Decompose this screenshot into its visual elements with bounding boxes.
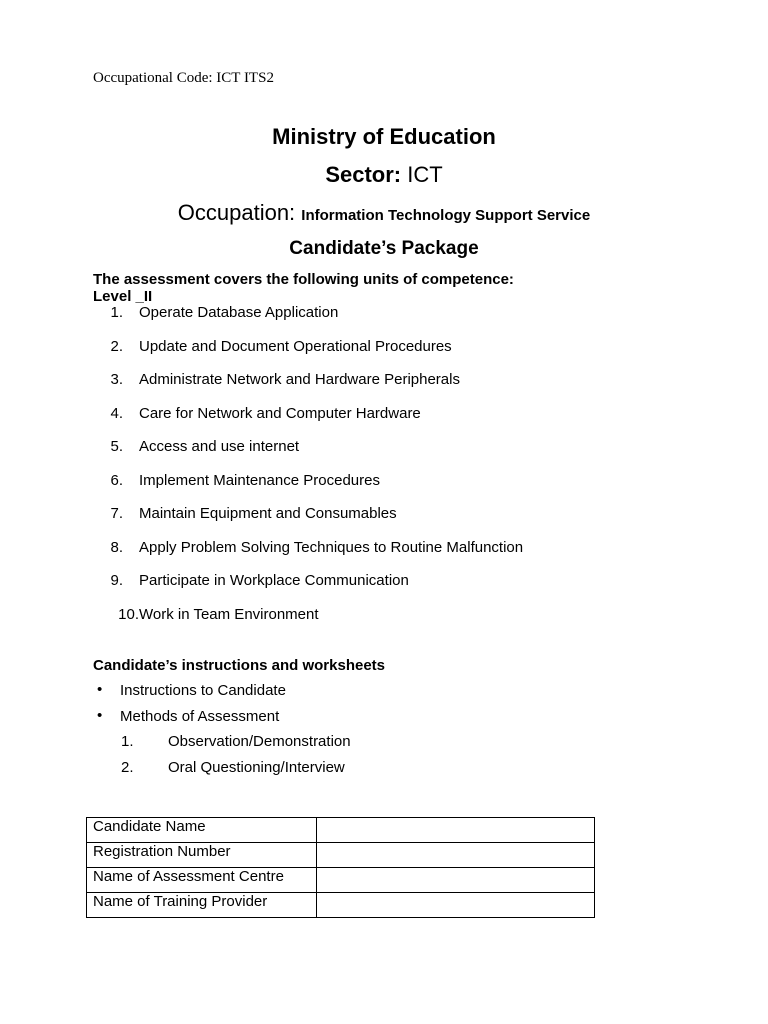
sector-label: Sector:	[325, 162, 402, 187]
units-heading-block	[93, 271, 514, 305]
table-row	[87, 893, 595, 918]
list-text: Operate Database Application	[139, 304, 339, 321]
list-text: Administrate Network and Hardware Peripherals	[139, 371, 460, 388]
list-number: 1.	[121, 733, 134, 750]
candidate-info-table	[86, 817, 595, 918]
registration-number-field[interactable]	[317, 843, 595, 868]
table-row	[87, 843, 595, 868]
table-row	[87, 818, 595, 843]
package-title: Candidate’s Package	[289, 238, 479, 259]
list-text: Update and Document Operational Procedures	[139, 337, 452, 355]
list-text: Care for Network and Computer Hardware	[139, 404, 421, 422]
list-number: 1.	[110, 304, 123, 321]
bullet-icon: •	[97, 681, 103, 698]
candidate-name-label: Candidate Name	[87, 818, 317, 843]
list-text: Instructions to Candidate	[120, 682, 286, 699]
list-text: Oral Questioning/Interview	[168, 759, 345, 776]
registration-number-label: Registration Number	[87, 843, 317, 868]
list-text: Maintain Equipment and Consumables	[139, 505, 397, 522]
list-number: 5.	[110, 438, 123, 455]
list-number: 9.	[110, 572, 123, 589]
table-row	[87, 868, 595, 893]
occupational-code: Occupational Code: ICT ITS2	[93, 70, 274, 86]
ministry-title: Ministry of Education	[272, 124, 496, 149]
list-number: 4.	[110, 404, 123, 422]
sector-line	[0, 162, 768, 188]
units-heading: The assessment covers the following units of competence:	[93, 271, 514, 288]
list-text: Observation/Demonstration	[168, 733, 351, 750]
bullet-icon: •	[97, 707, 103, 724]
list-number: 3.	[110, 371, 123, 388]
list-text: Apply Problem Solving Techniques to Routine Malfunction	[139, 538, 524, 556]
training-provider-field[interactable]	[317, 893, 595, 918]
list-number: 7.	[110, 505, 123, 522]
list-text: Methods of Assessment	[120, 708, 280, 725]
list-number: 8.	[110, 538, 123, 556]
list-number: 6.	[110, 471, 123, 489]
units-level: Level _II	[93, 288, 153, 305]
list-text: Participate in Workplace Communication	[139, 572, 409, 589]
list-text: Access and use internet	[139, 438, 300, 455]
assessment-centre-field[interactable]	[317, 868, 595, 893]
assessment-centre-label: Name of Assessment Centre	[87, 868, 317, 893]
list-number: 2.	[110, 337, 123, 355]
list-number: 2.	[121, 759, 134, 776]
sector-value: ICT	[407, 162, 443, 187]
candidate-name-field[interactable]	[317, 818, 595, 843]
occupation-label: Occupation:	[177, 200, 296, 225]
occupation-line	[0, 200, 768, 226]
occupation-value: Information Technology Support Service	[301, 207, 591, 224]
list-number: 10.	[118, 605, 139, 623]
training-provider-label: Name of Training Provider	[87, 893, 317, 918]
list-text: Implement Maintenance Procedures	[139, 471, 380, 489]
list-text: Work in Team Environment	[139, 605, 319, 623]
instructions-heading: Candidate’s instructions and worksheets	[93, 657, 386, 674]
